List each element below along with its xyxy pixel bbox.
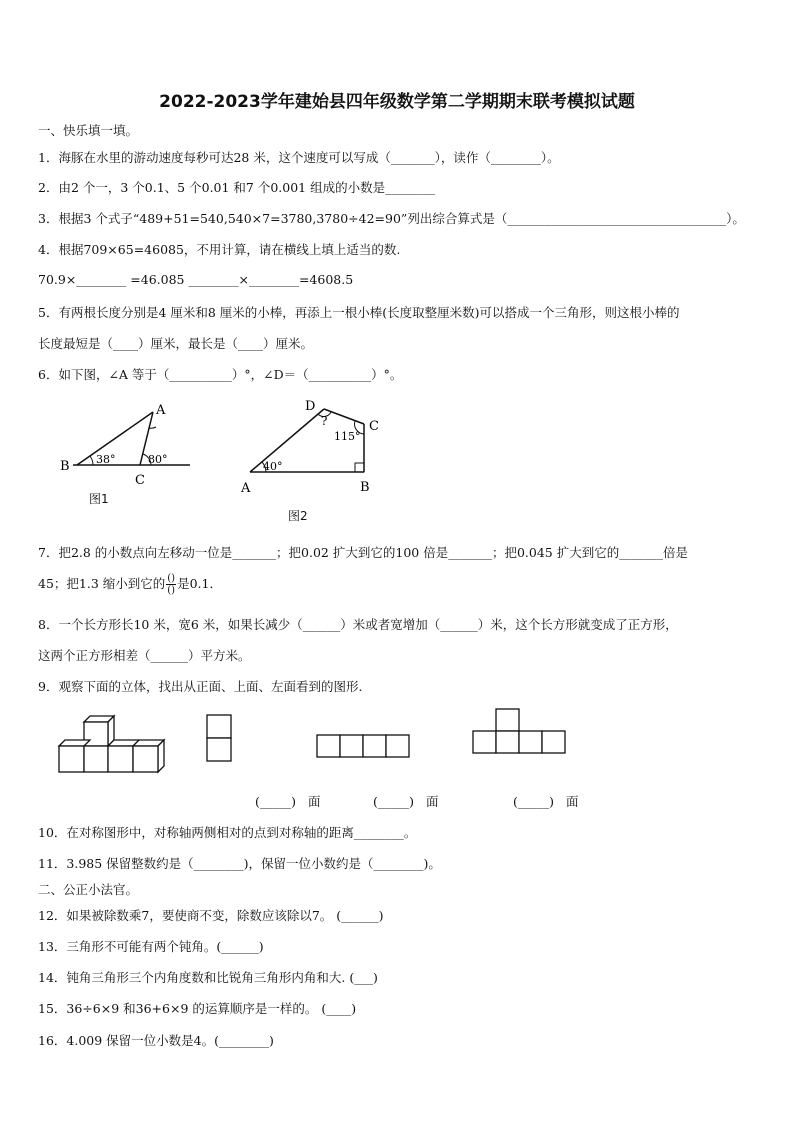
fig1-angle-arc-b (90, 456, 93, 465)
figure-1-triangle (55, 400, 205, 485)
fig1-label-b: B (60, 459, 70, 474)
view-label-1-blank: (_____) (255, 794, 297, 809)
question-8-line-1: 8．一个长方形长10 米，宽6 米，如果长减少（______）米或者宽增加（______）米，这个长方形就变成了正方形， (38, 617, 678, 632)
page-title: 2022-2023学年建始县四年级数学第二学期期末联考模拟试题 (159, 92, 635, 112)
fig1-angle-38: 38° (96, 453, 116, 466)
row-front-2 (84, 746, 108, 772)
section-heading-1: 一、快乐填一填。 (38, 123, 139, 138)
fig1-label-c: C (135, 473, 145, 485)
row-front-4 (133, 746, 158, 772)
figure-2-quadrilateral (238, 392, 388, 497)
view-label-2 (373, 792, 438, 810)
view-label-1 (255, 792, 320, 810)
row-side (158, 740, 164, 772)
fig1-angle-80: 80° (148, 453, 168, 466)
question-6: 6．如下图，∠A 等于（__________）°，∠D＝（__________）°。 (38, 367, 403, 382)
question-4-blanks: 70.9×________ =46.085 ________×________=4608.5 (38, 272, 354, 287)
question-14: 14．钝角三角形三个内角度数和比锐角三角形内角和大. (___) (38, 970, 378, 985)
fig2-angle-115: 115° (334, 430, 361, 443)
fig2-label-b: B (360, 480, 370, 495)
question-2: 2．由2 个一，3 个0.1、5 个0.01 和7 个0.001 组成的小数是________ (38, 180, 436, 195)
view-label-2-face: 面 (425, 794, 439, 809)
question-7-line-2 (38, 573, 222, 596)
question-8-line-2: 这两个正方形相差（______）平方米。 (38, 648, 251, 663)
view-vertical-two (205, 713, 235, 765)
view-label-3-face: 面 (565, 794, 579, 809)
row-top-left (59, 740, 90, 746)
question-7-text-after: 是0.1． (177, 576, 222, 591)
figure-1-caption: 图1 (89, 492, 109, 506)
question-12: 12．如果被除数乘7，要使商不变，除数应该除以7。 (______) (38, 908, 384, 923)
solid-3d-figure (56, 712, 171, 777)
view-horizontal-four (315, 733, 411, 761)
question-13: 13．三角形不可能有两个钝角。(______) (38, 939, 264, 954)
section-heading-2: 二、公正小法官。 (38, 882, 139, 897)
view-label-1-face: 面 (307, 794, 321, 809)
row-front-1 (59, 746, 84, 772)
question-4: 4．根据709×65=46085，不用计算，请在横线上填上适当的数. (38, 242, 401, 257)
question-7-text-before: 45；把1.3 缩小到它的 (38, 576, 166, 591)
view-label-2-blank: (_____) (373, 794, 415, 809)
question-1: 1．海豚在水里的游动速度每秒可达28 米，这个速度可以写成（_______），读作（________）。 (38, 150, 560, 165)
fig2-angle-40: 40° (263, 460, 283, 473)
question-5-line-1: 5．有两根长度分别是4 厘米和8 厘米的小棒，再添上一根小棒(长度取整厘米数)可以搭成一个三角形，则这根小棒的 (38, 305, 680, 320)
fig2-angle-unknown: ? (321, 414, 328, 428)
fig2-label-d: D (305, 399, 316, 414)
question-3: 3．根据3 个式子“489+51=540,540×7=3780,3780÷42=90”列出综合算式是（___________________________________）。 (38, 211, 745, 226)
figure-2-caption: 图2 (288, 509, 308, 523)
row-front-3 (108, 746, 133, 772)
question-9: 9．观察下面的立体，找出从正面、上面、左面看到的图形. (38, 679, 363, 694)
fraction-numerator: () (167, 573, 176, 584)
fig1-label-a: A (156, 403, 166, 418)
view-four-plus-one (471, 707, 569, 757)
question-5-line-2: 长度最短是（____）厘米，最长是（____）厘米。 (38, 336, 314, 351)
fig2-side-da (250, 409, 324, 472)
view-label-3-blank: (_____) (513, 794, 555, 809)
fig2-label-a: A (241, 481, 251, 496)
question-16: 16．4.009 保留一位小数是4。(________) (38, 1033, 274, 1048)
fraction-blank (166, 573, 176, 596)
fig2-label-c: C (369, 419, 379, 434)
fig2-right-angle-mark (355, 463, 364, 472)
fraction-denominator: () (167, 585, 176, 596)
question-15: 15．36÷6×9 和36+6×9 的运算顺序是一样的。 (____) (38, 1001, 357, 1016)
question-7-line-1: 7．把2.8 的小数点向左移动一位是_______；把0.02 扩大到它的100 倍是_______；把0.045 扩大到它的_______倍是 (38, 545, 688, 560)
fig2-side-cd (324, 409, 364, 424)
fig1-angle-arc-a (149, 427, 156, 428)
view-label-3 (513, 792, 578, 810)
question-11: 11．3.985 保留整数约是（________)，保留一位小数约是（________)。 (38, 856, 441, 871)
question-10: 10．在对称图形中，对称轴两侧相对的点到对称轴的距离________。 (38, 825, 417, 840)
